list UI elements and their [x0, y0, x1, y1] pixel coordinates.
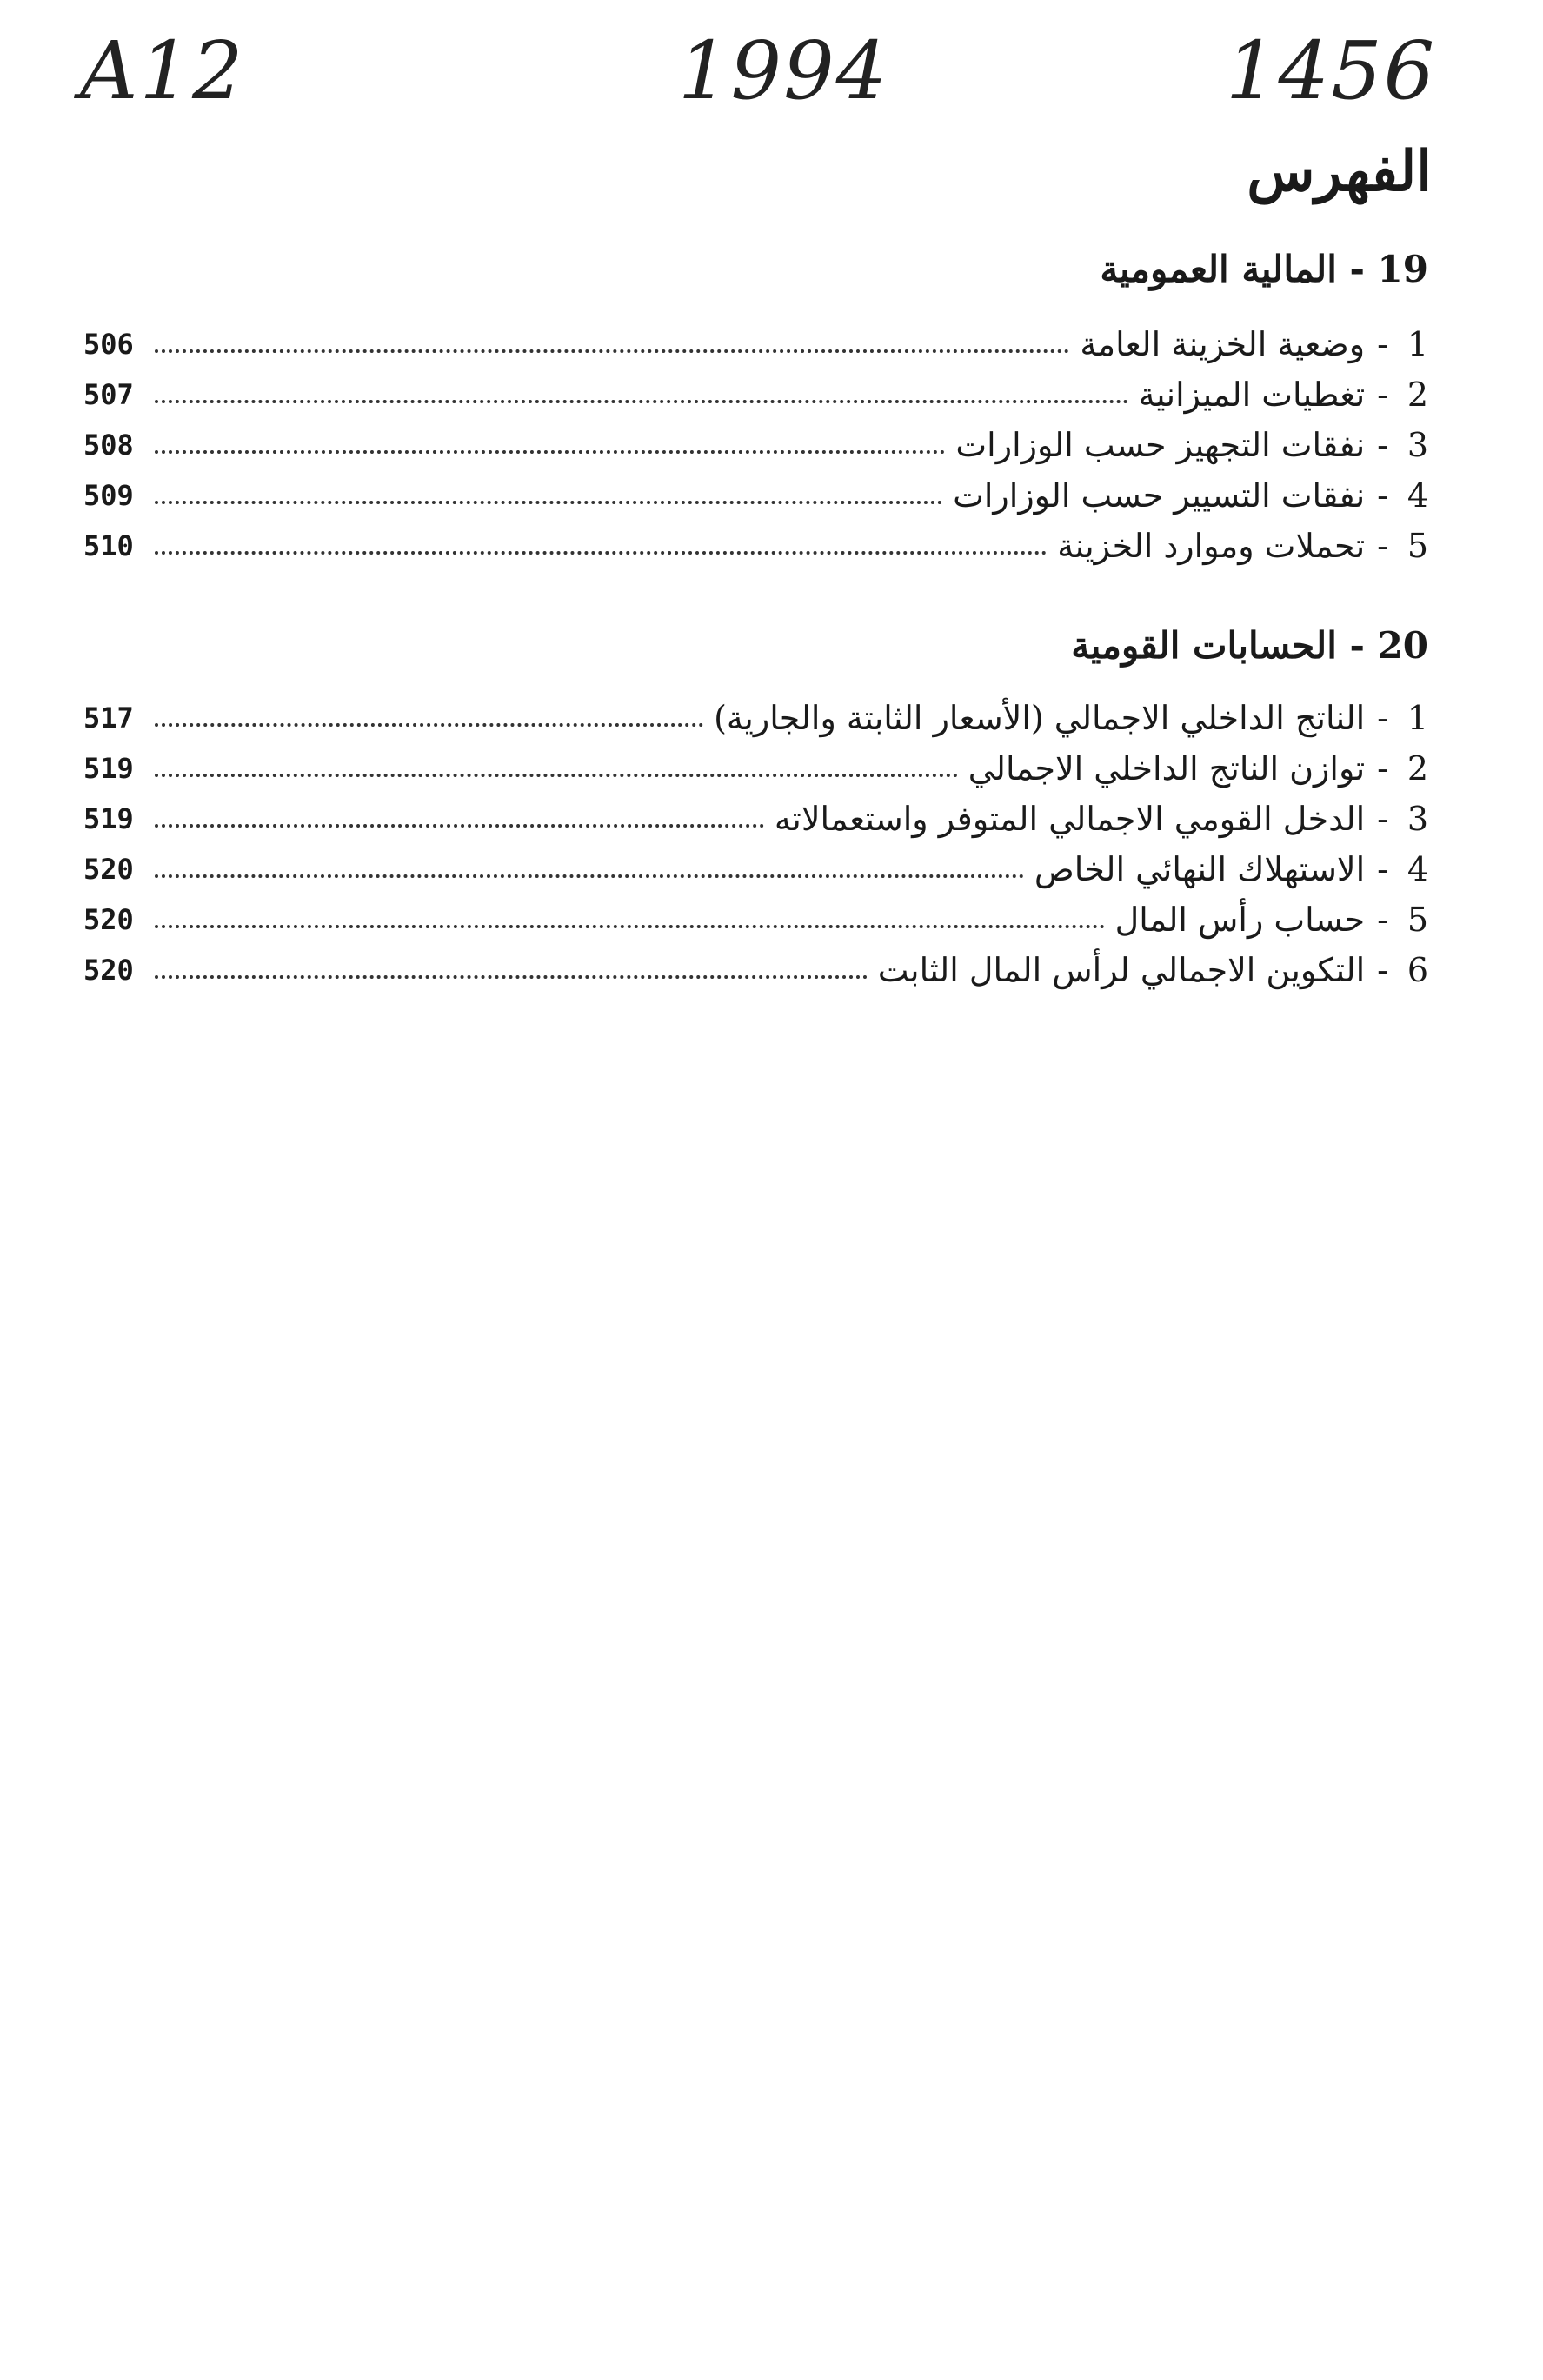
- entry-number: 4: [1407, 476, 1428, 515]
- toc-entry[interactable]: [83, 845, 1428, 894]
- handwritten-code: A12: [80, 24, 245, 117]
- dot-leader: [155, 975, 868, 979]
- entry-page-number: 506: [83, 328, 134, 361]
- dot-leader: [155, 450, 945, 454]
- handwritten-number: 1456: [1226, 24, 1437, 117]
- entry-label: التكوين الاجمالي لرأس المال الثابت: [877, 951, 1366, 989]
- entry-page-number: 507: [83, 378, 134, 411]
- entry-page-number: 508: [83, 429, 134, 462]
- toc-entry[interactable]: [83, 694, 1428, 742]
- entry-number: 4: [1407, 850, 1428, 888]
- section-heading: 19 - المالية العمومية: [1100, 248, 1428, 290]
- entry-dash: -: [1377, 901, 1388, 939]
- entry-number: 1: [1407, 325, 1428, 363]
- entry-dash: -: [1377, 850, 1388, 888]
- entry-number: 3: [1407, 426, 1428, 464]
- toc-entry[interactable]: [83, 421, 1428, 469]
- entry-number: 3: [1407, 800, 1428, 838]
- entry-dash: -: [1377, 951, 1388, 989]
- entry-dash: -: [1377, 749, 1388, 788]
- entry-label: توازن الناتج الداخلي الاجمالي: [968, 749, 1366, 788]
- entry-label: تغطيات الميزانية: [1138, 376, 1366, 414]
- dot-leader: [155, 874, 1024, 878]
- entry-dash: -: [1377, 376, 1388, 414]
- dot-leader: [155, 501, 942, 504]
- dot-leader: [155, 824, 764, 828]
- toc-entry[interactable]: [83, 320, 1428, 369]
- dot-leader: [155, 774, 958, 777]
- dot-leader: [155, 551, 1047, 555]
- entry-number: 5: [1407, 901, 1428, 939]
- entry-dash: -: [1377, 527, 1388, 565]
- toc-entry[interactable]: [83, 370, 1428, 419]
- entry-label: نفقات التسيير حسب الوزارات: [953, 476, 1366, 515]
- entry-label: نفقات التجهيز حسب الوزارات: [955, 426, 1366, 464]
- section-heading: 20 - الحسابات القومية: [1071, 624, 1428, 667]
- entry-label: حساب رأس المال: [1114, 901, 1366, 939]
- entry-label: تحملات وموارد الخزينة: [1057, 527, 1366, 565]
- dot-leader: [155, 400, 1128, 403]
- entry-label: الاستهلاك النهائي الخاص: [1034, 850, 1366, 888]
- entry-number: 1: [1407, 699, 1428, 737]
- handwritten-year: 1994: [678, 24, 889, 117]
- entry-dash: -: [1377, 800, 1388, 838]
- entry-dash: -: [1377, 476, 1388, 515]
- entry-label: الدخل القومي الاجمالي المتوفر واستعمالاته: [774, 800, 1366, 838]
- toc-entry[interactable]: [83, 522, 1428, 570]
- entry-label: الناتج الداخلي الاجمالي (الأسعار الثابتة والجارية): [714, 699, 1366, 737]
- toc-entry[interactable]: [83, 471, 1428, 520]
- entry-page-number: 519: [83, 752, 134, 785]
- dot-leader: [155, 723, 703, 727]
- entry-dash: -: [1377, 699, 1388, 737]
- entry-page-number: 517: [83, 701, 134, 735]
- entry-page-number: 519: [83, 802, 134, 835]
- dot-leader: [155, 925, 1105, 928]
- toc-entry[interactable]: [83, 895, 1428, 944]
- entry-label: وضعية الخزينة العامة: [1080, 325, 1366, 363]
- entry-page-number: 520: [83, 954, 134, 987]
- entry-page-number: 509: [83, 479, 134, 512]
- entry-dash: -: [1377, 325, 1388, 363]
- entry-page-number: 510: [83, 529, 134, 562]
- entry-page-number: 520: [83, 853, 134, 886]
- entry-number: 2: [1407, 376, 1428, 414]
- entry-page-number: 520: [83, 903, 134, 936]
- entry-number: 6: [1407, 951, 1428, 989]
- entry-number: 2: [1407, 749, 1428, 788]
- page-title: الفهرس: [1247, 139, 1432, 204]
- entry-dash: -: [1377, 426, 1388, 464]
- entry-number: 5: [1407, 527, 1428, 565]
- toc-entry[interactable]: [83, 744, 1428, 793]
- toc-entry[interactable]: [83, 794, 1428, 843]
- dot-leader: [155, 349, 1069, 353]
- toc-entry[interactable]: [83, 946, 1428, 994]
